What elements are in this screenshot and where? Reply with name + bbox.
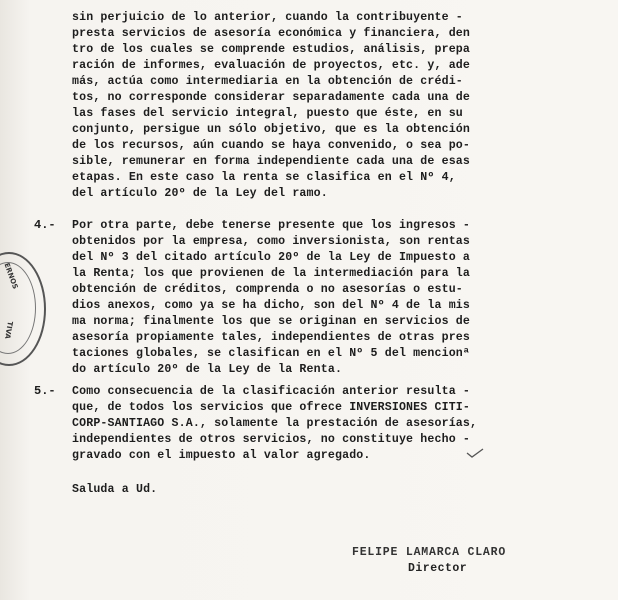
text-line: independientes de otros servicios, no constituye hecho -: [72, 433, 471, 446]
text-line: obtención de créditos, comprenda o no asesorías o estu-: [72, 283, 463, 296]
text-line: tos, no corresponde considerar separadamente cada una de: [72, 91, 471, 104]
text-line: presta servicios de asesoría económica y financiera, den: [72, 27, 471, 40]
signature-title: Director: [408, 562, 468, 575]
text-line: gravado con el impuesto al valor agregado.: [72, 449, 371, 462]
text-line: más, actúa como intermediaria en la obtención de crédi-: [72, 75, 463, 88]
text-line: ración de informes, evaluación de proyectos, etc. y, ade: [72, 59, 471, 72]
text-line: obtenidos por la empresa, como inversionista, son rentas: [72, 235, 471, 248]
text-line: dios anexos, como ya se ha dicho, son del Nº 4 de la mis: [72, 299, 471, 312]
text-line: las fases del servicio integral, puesto que éste, en su: [72, 107, 463, 120]
paragraph-number: 4.-: [34, 218, 56, 232]
text-line: conjunto, persigue un sólo objetivo, que es la obtención: [72, 123, 471, 136]
text-line: del Nº 3 del citado artículo 20º de la Ley de Impuesto a: [72, 251, 471, 264]
signature-name: FELIPE LAMARCA CLARO: [352, 546, 507, 559]
text-line: etapas. En este caso la renta se clasifica en el Nº 4,: [72, 171, 456, 184]
text-line: tro de los cuales se comprende estudios, análisis, prepa: [72, 43, 471, 56]
text-line: del artículo 20º de la Ley del ramo.: [72, 187, 328, 200]
closing-text: Saluda a Ud.: [72, 483, 158, 496]
text-line: do artículo 20º de la Ley de la Renta.: [72, 363, 343, 376]
text-line: sible, remunerar en forma independiente cada una de esas: [72, 155, 471, 168]
text-line: ma norma; finalmente los que se originan en servicios de: [72, 315, 471, 328]
text-line: asesoría propiamente tales, independientes de otras pres: [72, 331, 471, 344]
text-line: Como consecuencia de la clasificación anterior resulta -: [72, 385, 471, 398]
text-line: CORP-SANTIAGO S.A., solamente la prestación de asesorías,: [72, 417, 478, 430]
checkmark-icon: [466, 448, 484, 458]
text-line: que, de todos los servicios que ofrece INVERSIONES CITI-: [72, 401, 471, 414]
text-line: taciones globales, se clasifican en el Nº 5 del mencionª: [72, 347, 471, 360]
text-line: de los recursos, aún cuando se haya convenido, o sea po-: [72, 139, 471, 152]
paragraph-number: 5.-: [34, 384, 56, 398]
stamp-text-top: ERNOS: [2, 262, 20, 291]
stamp-text-bottom: TIVA: [3, 320, 14, 340]
text-line: Por otra parte, debe tenerse presente que los ingresos -: [72, 219, 471, 232]
text-line: sin perjuicio de lo anterior, cuando la contribuyente -: [72, 11, 463, 24]
text-line: la Renta; los que provienen de la intermediación para la: [72, 267, 471, 280]
